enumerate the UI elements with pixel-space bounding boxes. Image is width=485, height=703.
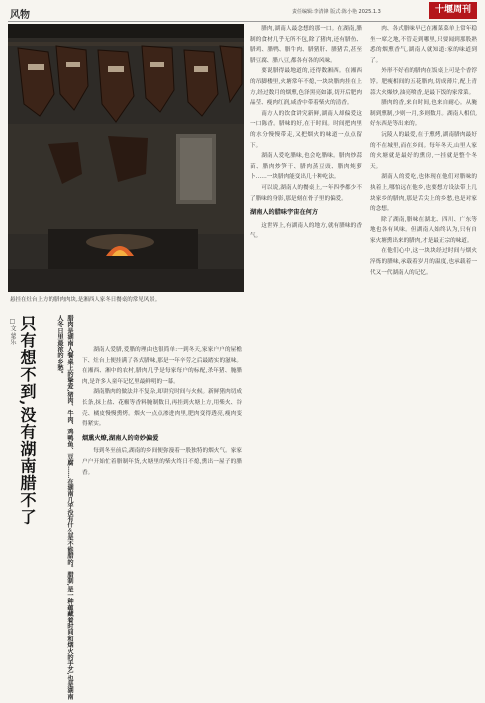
paragraph: 外形不好看的腊肉在饭桌上可是个香饽饽。肥瘦相间的五花腊肉,切成薄片,配上青蒜大火爆炒,油亮喷香,是最下饭的家常菜。 (370, 68, 477, 96)
byline: □文 蒙乐 (9, 318, 16, 345)
header-rule (8, 21, 477, 22)
photo-caption: 悬挂在灶台上方的腊肉肉块,是湘西人家冬日餐桌的常见风景。 (10, 297, 161, 303)
paragraph: 腊肉的香,来自时间,也来自耐心。从腌制到熏制,少则一月,多则数月。湖南人相信,好东西是等出来的。 (370, 100, 477, 128)
paragraph: 除了湖南,腊味在湖北、四川、广东等地也各有风味。但湖南人始终认为,只有自家火塘熏出来的腊肉,才是最正宗的味道。 (370, 216, 477, 244)
paragraph: 湖南人爱吃腊味,也会吃腊味。腊肉炒蒜苗、腊肉炒笋干、腊肉蒸豆豉、腊肉炖萝卜……一块腊肉能变出几十种吃法。 (250, 153, 362, 181)
editor-credits: 责任编辑:李清锋 版式:陈小艳 2025.1.3 (292, 9, 381, 15)
paragraph: 沅陵人的最爱,在于熏烤,湖南腊肉最好的不在城里,而在乡间。每年冬天,山里人家的火塘就是最好的熏房,一挂就是整个冬天。 (370, 131, 477, 170)
article-title: 只有想不到,没有湖南腊不了 (18, 315, 37, 526)
paragraph: 湖南人爱腊,爱腊的理由也很简单:一到冬天,家家户户的屋檐下、灶台上便挂满了各式腊味,那是一年辛劳之后最踏实的滋味。在湘西、湘中的农村,腊肉几乎是每家每户的标配,杀年猪、腌腊肉,是许多人童年记忆里最鲜明的一幕。 (82, 347, 242, 385)
article-lede: 腊肉是湖南人餐桌上的挚爱,猪肉、牛肉、鸡鸭鱼、豆腐……在湖南几乎没有什么是不能腊的。腊制,是一种蕴藏着时间和烟火的手艺,也是湖南人冬日里最浓的乡愁。 (56, 315, 73, 700)
paragraph: 腊肉,湖南人最念想的那一口。在湖南,腊制的食材几乎无所不包,除了猪肉,还有腊鱼、腊鸡、腊鸭、腊牛肉、腊猪肝、腊猪舌,甚至腊豆腐、腊八豆,都各有各的风味。 (250, 26, 362, 64)
subheading: 湖南人的腊味宇宙在何方 (250, 209, 319, 217)
body-column-3 (370, 24, 477, 700)
paragraph: 在他们心中,这一块块经过时间与烟火淬炼的腊味,承载着岁月的温度,也承载着一代又一代湖南人的记忆。 (370, 248, 477, 276)
subheading: 烟熏火燎,湖南人的奇妙偏爱 (82, 434, 159, 442)
page-header (0, 0, 485, 22)
paragraph: 每到冬至前后,湖南的乡间便弥漫着一股独特的烟火气。家家户户开始忙着腊制年货,火塘里的柴火终日不熄,熏出一屋子的腊香。 (82, 448, 242, 476)
cured-meat-photo (8, 24, 244, 292)
section-label: 风物 (10, 10, 30, 21)
paragraph: 肉、各式腊味早已在湘菜菜单上常年稳坐一席之地,不管走到哪里,只要闻到那股熟悉的烟熏香气,湖南人就知道:家的味道到了。 (370, 26, 477, 64)
paragraph: 要说腊得最地道的,还得数湘西。在湘西的吊脚楼里,火塘常年不熄,一块块腊肉挂在上方,经过数月的烟熏,色泽黑亮如漆,切开后肥肉晶莹、瘦肉红润,咸香中带着柴火的清香。 (250, 68, 362, 107)
paragraph: 可以说,湖南人的餐桌上,一年四季都少不了腊味的身影,那是刻在骨子里的偏爱。 (250, 184, 362, 202)
paragraph: 湖南腊肉的做法并不复杂,却讲究时间与火候。新鲜猪肉切成长条,抹上盐、花椒等香料腌制数日,再挂到火塘上方,用柴火、谷壳、橘皮慢慢熏烤。烟火一点点渗进肉里,肥肉变得透亮,瘦肉变得紧实。 (82, 389, 242, 428)
publication-brand: 十堰周刊 (429, 2, 477, 19)
paragraph: 湖南人的爱吃,也体现在他们对腊味的执着上,哪怕远在他乡,也要想方设法带上几块家乡的腊肉,那是舌尖上的乡愁,也是对家的念想。 (370, 174, 477, 213)
paragraph: 南方人的饮食讲究新鲜,湖南人却偏爱这一口陈香。腊味的好,在于时间。时间把肉里的水分慢慢带走,又把烟火的味道一点点留下。 (250, 110, 362, 149)
body-column-1 (82, 345, 242, 695)
paragraph: 这世界上,有湖南人的地方,就有腊味的香气。 (250, 222, 362, 240)
body-column-2 (250, 24, 362, 700)
